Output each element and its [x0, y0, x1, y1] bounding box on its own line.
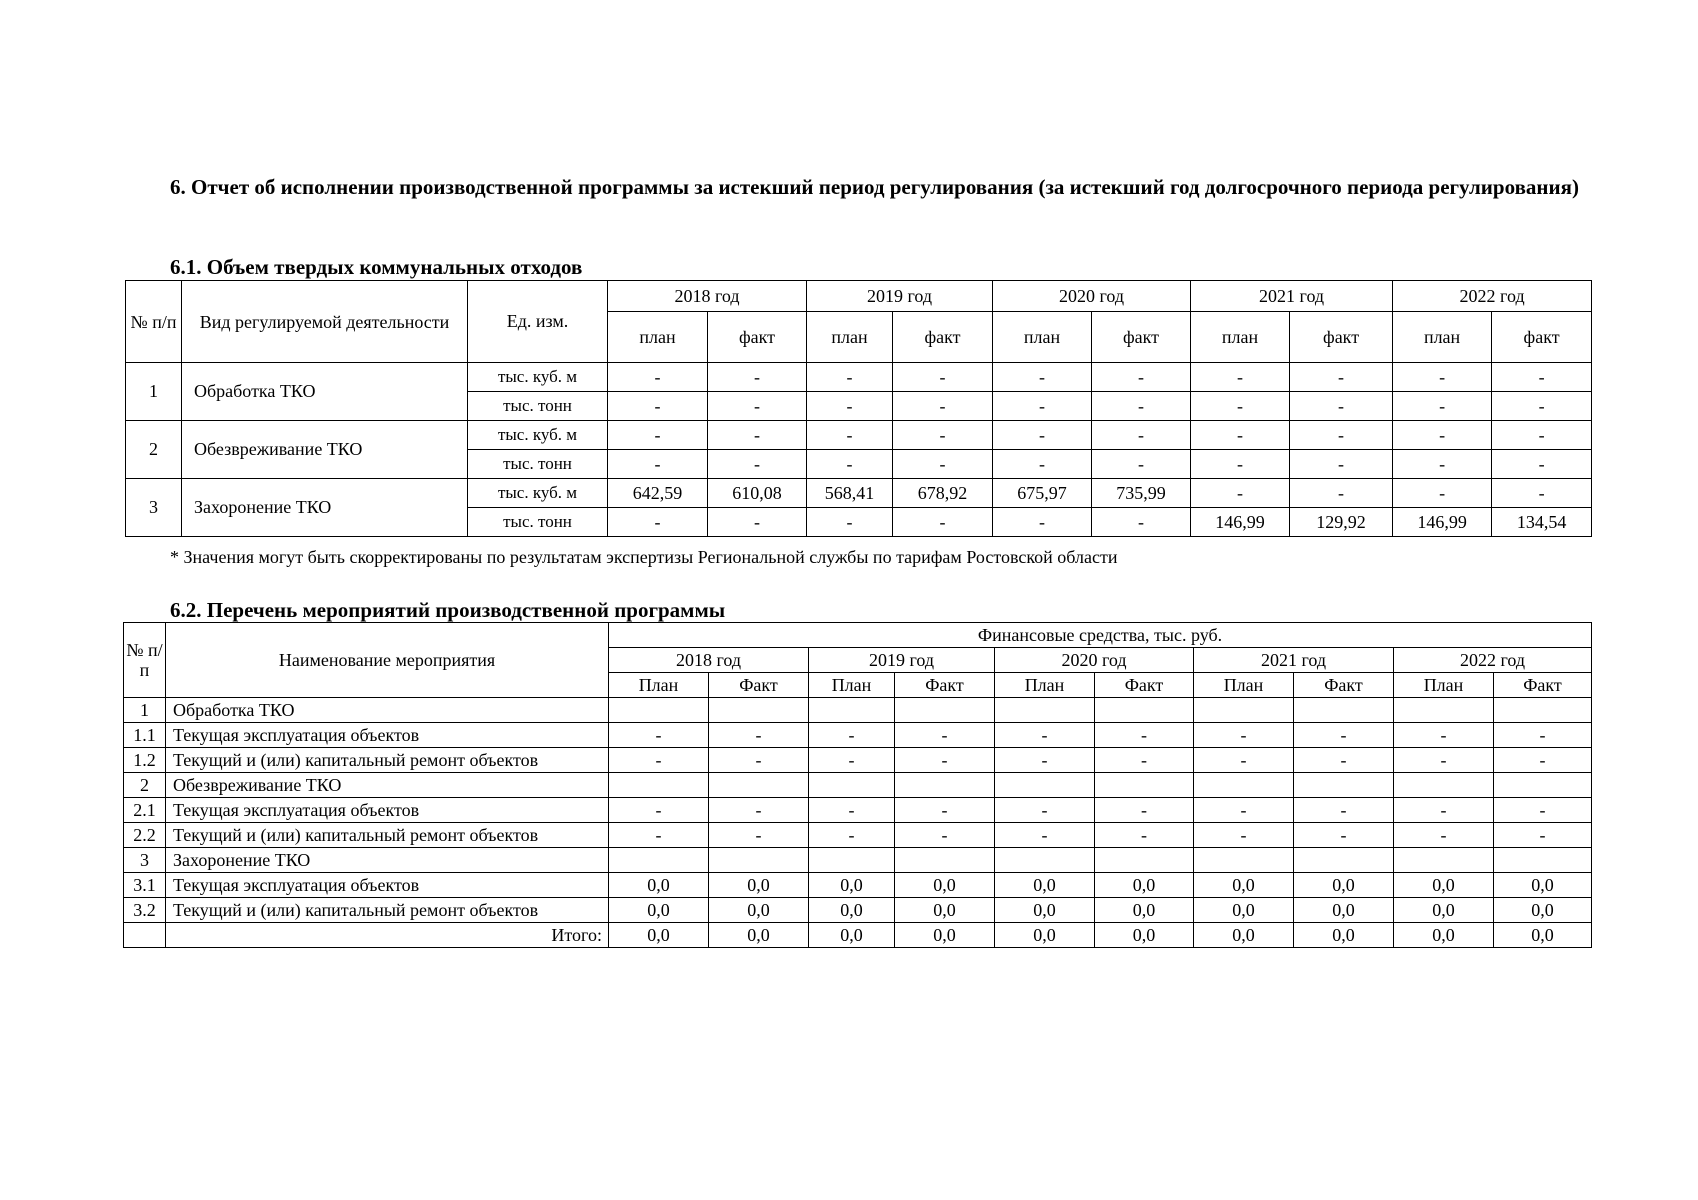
value-cell: 0,0 [1194, 898, 1294, 923]
value-cell: - [1290, 392, 1393, 421]
value-cell: - [608, 363, 708, 392]
value-cell: - [709, 723, 809, 748]
table1-title: 6.1. Объем твердых коммунальных отходов [170, 255, 583, 279]
year-header: 2019 год [809, 648, 995, 673]
plan-header: план [807, 312, 893, 363]
value-cell [709, 773, 809, 798]
fact-header: факт [1092, 312, 1191, 363]
value-cell: - [1290, 450, 1393, 479]
value-cell [995, 773, 1095, 798]
value-cell: - [608, 450, 708, 479]
measure-name: Текущая эксплуатация объектов [166, 798, 609, 823]
value-cell: - [1393, 421, 1492, 450]
measure-name: Обезвреживание ТКО [166, 773, 609, 798]
value-cell: 146,99 [1393, 508, 1492, 537]
value-cell [995, 848, 1095, 873]
measures-table [123, 622, 1592, 948]
footnote: * Значения могут быть скорректированы по результатам экспертизы Региональной службы по тарифам Ростовской области [170, 547, 1118, 567]
fact-header: факт [1492, 312, 1592, 363]
value-cell: - [1492, 450, 1592, 479]
total-value: 0,0 [1095, 923, 1194, 948]
value-cell: 0,0 [609, 898, 709, 923]
value-cell [1294, 773, 1394, 798]
value-cell: - [993, 508, 1092, 537]
value-cell: 610,08 [708, 479, 807, 508]
total-value: 0,0 [609, 923, 709, 948]
value-cell: - [893, 421, 993, 450]
row-number: 1 [126, 363, 182, 421]
table-row [124, 748, 1592, 773]
year-header: 2022 год [1393, 281, 1592, 312]
fact-header: факт [1290, 312, 1393, 363]
value-cell: 0,0 [1494, 873, 1592, 898]
value-cell: - [1194, 798, 1294, 823]
value-cell: 0,0 [1294, 898, 1394, 923]
plan-header: план [993, 312, 1092, 363]
measure-name: Обработка ТКО [166, 698, 609, 723]
plan-header: План [1194, 673, 1294, 698]
fact-header: факт [708, 312, 807, 363]
table-row [124, 898, 1592, 923]
value-cell: 568,41 [807, 479, 893, 508]
value-cell [1394, 698, 1494, 723]
total-value: 0,0 [1394, 923, 1494, 948]
value-cell: - [608, 421, 708, 450]
value-cell: 146,99 [1191, 508, 1290, 537]
plan-header: план [608, 312, 708, 363]
value-cell: - [895, 798, 995, 823]
value-cell: 0,0 [709, 898, 809, 923]
value-cell [709, 698, 809, 723]
value-cell: - [1092, 392, 1191, 421]
value-cell: - [809, 798, 895, 823]
row-number: 2.2 [124, 823, 166, 848]
value-cell: 0,0 [895, 873, 995, 898]
measure-name: Текущая эксплуатация объектов [166, 723, 609, 748]
value-cell [809, 698, 895, 723]
value-cell: - [1294, 798, 1394, 823]
row-number: 2 [126, 421, 182, 479]
activity-name: Захоронение ТКО [182, 479, 468, 537]
value-cell: - [708, 363, 807, 392]
year-header: 2020 год [993, 281, 1191, 312]
year-header: 2022 год [1394, 648, 1592, 673]
value-cell: - [1095, 723, 1194, 748]
value-cell: - [807, 421, 893, 450]
col-header-num: № п/п [126, 281, 182, 363]
value-cell [1095, 848, 1194, 873]
table-row [126, 479, 1592, 508]
row-number: 2.1 [124, 798, 166, 823]
value-cell: 0,0 [1494, 898, 1592, 923]
table-row [124, 773, 1592, 798]
total-value: 0,0 [895, 923, 995, 948]
table-row [124, 873, 1592, 898]
unit-cell: тыс. тонн [468, 508, 608, 537]
value-cell: - [1394, 723, 1494, 748]
fact-header: Факт [709, 673, 809, 698]
value-cell: 134,54 [1492, 508, 1592, 537]
year-header: 2021 год [1194, 648, 1394, 673]
value-cell: - [993, 392, 1092, 421]
value-cell [809, 848, 895, 873]
value-cell: - [995, 723, 1095, 748]
value-cell: - [1290, 363, 1393, 392]
value-cell: - [1394, 798, 1494, 823]
value-cell: - [895, 723, 995, 748]
value-cell: - [609, 748, 709, 773]
value-cell [1294, 848, 1394, 873]
value-cell [809, 773, 895, 798]
value-cell: - [809, 748, 895, 773]
value-cell: - [1191, 479, 1290, 508]
value-cell [1194, 773, 1294, 798]
value-cell: - [709, 798, 809, 823]
row-number: 3.1 [124, 873, 166, 898]
row-number: 3 [124, 848, 166, 873]
value-cell: 0,0 [609, 873, 709, 898]
total-row [124, 923, 1592, 948]
value-cell: - [1393, 479, 1492, 508]
value-cell: - [709, 748, 809, 773]
value-cell: 642,59 [608, 479, 708, 508]
value-cell: - [609, 798, 709, 823]
row-number: 1.1 [124, 723, 166, 748]
value-cell: - [1191, 450, 1290, 479]
row-number: 3 [126, 479, 182, 537]
finance-header: Финансовые средства, тыс. руб. [609, 623, 1592, 648]
value-cell: - [708, 450, 807, 479]
plan-header: план [1191, 312, 1290, 363]
table-row [124, 848, 1592, 873]
value-cell: - [1294, 823, 1394, 848]
year-header: 2020 год [995, 648, 1194, 673]
value-cell: - [1393, 363, 1492, 392]
value-cell: - [708, 508, 807, 537]
value-cell: - [608, 392, 708, 421]
fact-header: Факт [1095, 673, 1194, 698]
value-cell: - [1492, 479, 1592, 508]
value-cell: - [709, 823, 809, 848]
col-header-activity: Вид регулируемой деятельности [182, 281, 468, 363]
plan-header: План [809, 673, 895, 698]
value-cell: - [993, 363, 1092, 392]
value-cell [1494, 698, 1592, 723]
value-cell: - [895, 748, 995, 773]
unit-cell: тыс. тонн [468, 450, 608, 479]
year-header: 2021 год [1191, 281, 1393, 312]
value-cell [609, 773, 709, 798]
total-spacer [124, 923, 166, 948]
value-cell: - [1092, 421, 1191, 450]
total-value: 0,0 [995, 923, 1095, 948]
value-cell: - [893, 508, 993, 537]
measure-name: Текущий и (или) капитальный ремонт объектов [166, 823, 609, 848]
unit-cell: тыс. куб. м [468, 479, 608, 508]
fact-header: Факт [1494, 673, 1592, 698]
value-cell: - [1494, 798, 1592, 823]
value-cell [895, 698, 995, 723]
fact-header: факт [893, 312, 993, 363]
value-cell: - [1492, 392, 1592, 421]
value-cell: - [995, 748, 1095, 773]
value-cell: 0,0 [995, 873, 1095, 898]
value-cell [995, 698, 1095, 723]
value-cell: - [1394, 823, 1494, 848]
value-cell: - [993, 421, 1092, 450]
value-cell: 0,0 [809, 873, 895, 898]
value-cell [895, 848, 995, 873]
value-cell: - [608, 508, 708, 537]
row-number: 1 [124, 698, 166, 723]
value-cell: - [1494, 748, 1592, 773]
plan-header: План [995, 673, 1095, 698]
value-cell [609, 848, 709, 873]
value-cell: - [993, 450, 1092, 479]
value-cell: - [708, 421, 807, 450]
value-cell: - [1294, 723, 1394, 748]
value-cell: 735,99 [1092, 479, 1191, 508]
value-cell: 129,92 [1290, 508, 1393, 537]
value-cell: - [1191, 392, 1290, 421]
value-cell: - [895, 823, 995, 848]
value-cell: - [893, 392, 993, 421]
total-value: 0,0 [1194, 923, 1294, 948]
value-cell: - [1095, 748, 1194, 773]
value-cell: - [1092, 363, 1191, 392]
plan-header: План [609, 673, 709, 698]
value-cell: - [807, 392, 893, 421]
total-value: 0,0 [709, 923, 809, 948]
table-row [126, 421, 1592, 450]
plan-header: план [1393, 312, 1492, 363]
value-cell: - [1191, 421, 1290, 450]
value-cell: - [809, 723, 895, 748]
value-cell: - [1492, 363, 1592, 392]
value-cell: - [1393, 450, 1492, 479]
value-cell: 0,0 [1095, 898, 1194, 923]
value-cell [1294, 698, 1394, 723]
table-row [124, 698, 1592, 723]
value-cell: - [893, 450, 993, 479]
row-number: 1.2 [124, 748, 166, 773]
value-cell: 675,97 [993, 479, 1092, 508]
value-cell: 0,0 [809, 898, 895, 923]
value-cell [1194, 698, 1294, 723]
value-cell: - [1494, 723, 1592, 748]
row-number: 2 [124, 773, 166, 798]
value-cell: - [1191, 363, 1290, 392]
value-cell [1194, 848, 1294, 873]
measure-name: Текущая эксплуатация объектов [166, 873, 609, 898]
measure-name: Текущий и (или) капитальный ремонт объектов [166, 898, 609, 923]
value-cell: 0,0 [1095, 873, 1194, 898]
total-value: 0,0 [809, 923, 895, 948]
value-cell [1095, 698, 1194, 723]
table2-title: 6.2. Перечень мероприятий производственной программы [170, 598, 726, 622]
value-cell: - [807, 508, 893, 537]
value-cell: - [1394, 748, 1494, 773]
value-cell: - [1194, 748, 1294, 773]
value-cell: 0,0 [1194, 873, 1294, 898]
measure-name: Захоронение ТКО [166, 848, 609, 873]
value-cell: - [609, 723, 709, 748]
table-row [126, 363, 1592, 392]
value-cell: - [1194, 723, 1294, 748]
year-header: 2019 год [807, 281, 993, 312]
value-cell: - [1095, 798, 1194, 823]
value-cell [1394, 773, 1494, 798]
section-title: 6. Отчет об исполнении производственной программы за истекший период регулирования (за истекший год долгосрочного периода регулирования) [170, 175, 1579, 199]
unit-cell: тыс. куб. м [468, 421, 608, 450]
total-value: 0,0 [1294, 923, 1394, 948]
value-cell: 0,0 [1294, 873, 1394, 898]
unit-cell: тыс. куб. м [468, 363, 608, 392]
waste-volume-table [125, 280, 1592, 537]
value-cell: - [1290, 421, 1393, 450]
table-row [124, 723, 1592, 748]
total-label: Итого: [166, 923, 609, 948]
value-cell [1494, 848, 1592, 873]
activity-name: Обезвреживание ТКО [182, 421, 468, 479]
value-cell: - [995, 823, 1095, 848]
value-cell [709, 848, 809, 873]
value-cell: - [1294, 748, 1394, 773]
year-header: 2018 год [609, 648, 809, 673]
value-cell: - [1092, 450, 1191, 479]
activity-name: Обработка ТКО [182, 363, 468, 421]
unit-cell: тыс. тонн [468, 392, 608, 421]
plan-header: План [1394, 673, 1494, 698]
value-cell [895, 773, 995, 798]
value-cell: 0,0 [895, 898, 995, 923]
col-header-name: Наименование мероприятия [166, 623, 609, 698]
measure-name: Текущий и (или) капитальный ремонт объектов [166, 748, 609, 773]
value-cell [1394, 848, 1494, 873]
value-cell: - [809, 823, 895, 848]
col-header-unit: Ед. изм. [468, 281, 608, 363]
value-cell [1095, 773, 1194, 798]
value-cell: - [1095, 823, 1194, 848]
col-header-num: № п/п [124, 623, 166, 698]
value-cell: - [708, 392, 807, 421]
total-value: 0,0 [1494, 923, 1592, 948]
value-cell: - [995, 798, 1095, 823]
value-cell [609, 698, 709, 723]
value-cell [1494, 773, 1592, 798]
value-cell: - [893, 363, 993, 392]
value-cell: 678,92 [893, 479, 993, 508]
value-cell: - [807, 363, 893, 392]
table-row [124, 823, 1592, 848]
year-header: 2018 год [608, 281, 807, 312]
fact-header: Факт [1294, 673, 1394, 698]
value-cell: 0,0 [709, 873, 809, 898]
value-cell: - [1492, 421, 1592, 450]
fact-header: Факт [895, 673, 995, 698]
value-cell: 0,0 [995, 898, 1095, 923]
value-cell: - [1290, 479, 1393, 508]
value-cell: - [1194, 823, 1294, 848]
value-cell: 0,0 [1394, 898, 1494, 923]
value-cell: - [807, 450, 893, 479]
value-cell: - [609, 823, 709, 848]
row-number: 3.2 [124, 898, 166, 923]
value-cell: 0,0 [1394, 873, 1494, 898]
value-cell: - [1092, 508, 1191, 537]
value-cell: - [1494, 823, 1592, 848]
value-cell: - [1393, 392, 1492, 421]
table-row [124, 798, 1592, 823]
